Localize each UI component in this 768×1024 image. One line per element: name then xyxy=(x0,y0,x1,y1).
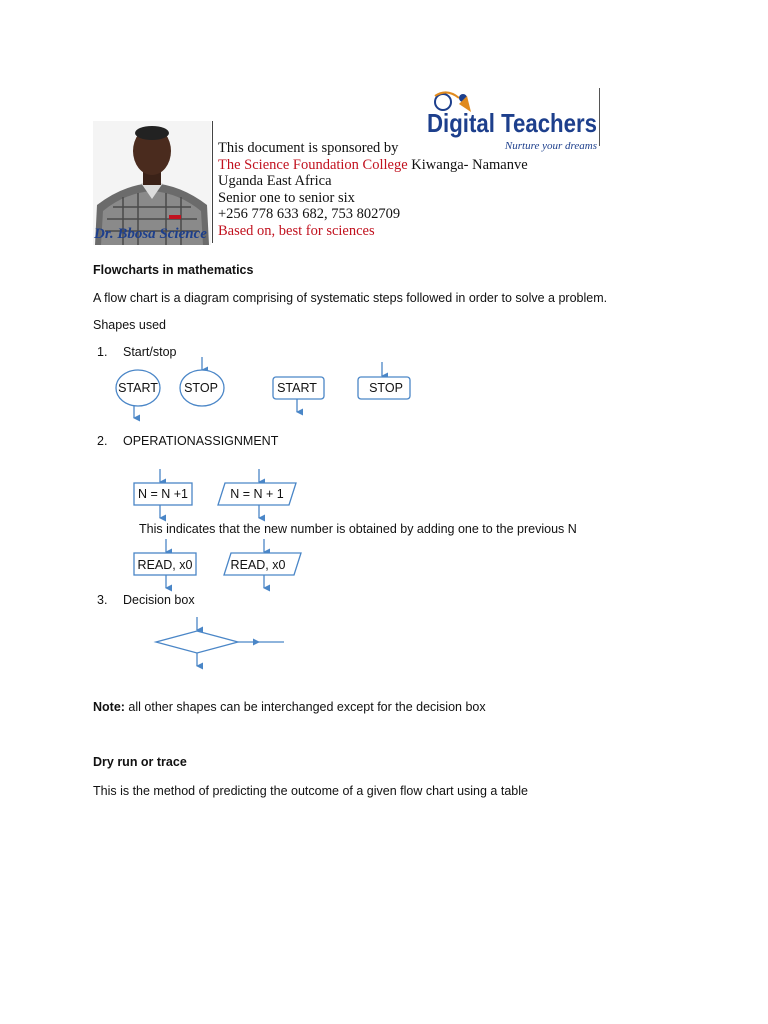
list-number: 1. xyxy=(97,345,108,359)
logo-tagline: Nurture your dreams xyxy=(504,140,597,152)
svg-text:STOP: STOP xyxy=(369,381,403,395)
read-parallelogram xyxy=(224,539,301,588)
svg-text:READ, x0: READ, x0 xyxy=(137,558,193,572)
list-number: 3. xyxy=(97,593,108,607)
sponsor-line: This document is sponsored by xyxy=(218,140,399,156)
operation-parallelogram xyxy=(218,469,296,518)
logo-title: Digital Teachers xyxy=(427,108,597,138)
svg-text:START: START xyxy=(118,381,158,395)
intro-paragraph: A flow chart is a diagram comprising of systematic steps followed in order to solve a problem. xyxy=(93,291,608,305)
svg-text:STOP: STOP xyxy=(184,381,218,395)
list-label: OPERATIONASSIGNMENT xyxy=(123,434,279,448)
college-location: Kiwanga- Namanve xyxy=(407,157,528,173)
svg-text:START: START xyxy=(277,381,317,395)
note-paragraph xyxy=(93,700,486,715)
phone-line: +256 778 633 682, 753 802709 xyxy=(218,206,401,222)
start-box-shape xyxy=(273,377,324,412)
document-title: Flowcharts in mathematics xyxy=(93,263,254,277)
country-line: Uganda East Africa xyxy=(218,173,332,189)
svg-text:N = N + 1: N = N + 1 xyxy=(230,487,284,501)
note-text: all other shapes can be interchanged except for the decision box xyxy=(124,700,486,714)
author-signature: Dr. Bbosa Science xyxy=(94,226,207,242)
operation-rectangle xyxy=(134,469,192,518)
college-name: The Science Foundation College xyxy=(218,157,408,173)
levels-line: Senior one to senior six xyxy=(218,190,355,206)
read-rectangle xyxy=(134,539,196,588)
dry-run-heading: Dry run or trace xyxy=(93,755,187,769)
decision-box-shape xyxy=(156,617,284,666)
stop-terminal-shape xyxy=(180,357,224,406)
list-item-operation xyxy=(97,434,278,449)
note-label: Note: xyxy=(93,700,125,714)
dry-run-paragraph: This is the method of predicting the outcome of a given flow chart using a table xyxy=(93,784,528,798)
stop-box-shape xyxy=(358,362,410,399)
shapes-heading: Shapes used xyxy=(93,318,166,332)
operation-note: This indicates that the new number is obtained by adding one to the previous N xyxy=(139,522,577,536)
svg-text:N = N +1: N = N +1 xyxy=(137,487,189,501)
list-item-decision xyxy=(97,593,195,608)
svg-text:READ, x0: READ, x0 xyxy=(230,558,286,572)
list-number: 2. xyxy=(97,434,108,448)
list-label: Decision box xyxy=(123,593,195,607)
list-label: Start/stop xyxy=(123,345,177,359)
start-terminal-shape xyxy=(116,370,160,418)
motto-line: Based on, best for sciences xyxy=(218,223,375,239)
